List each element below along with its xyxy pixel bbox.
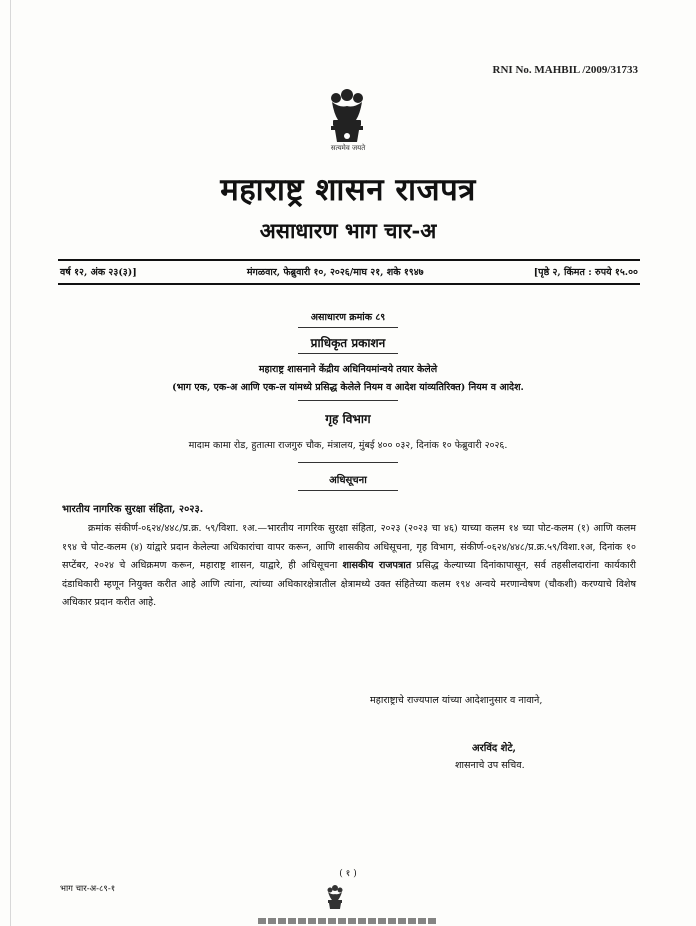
rni-number: RNI No. MAHBIL /2009/31733 [492,64,638,76]
emblem-motto: सत्यमेव जयते [330,144,366,152]
divider-1 [298,327,398,328]
department-address: मादाम कामा रोड, हुतात्मा राजगुरु चौक, मंत्रालय, मुंबई ४०० ०३२, दिनांक १० फेब्रुवारी २०२६. [188,440,508,451]
page-number: ( १ ) [339,869,357,879]
issue-meta-row [60,265,638,278]
notification-body [62,520,636,613]
issue-date: मंगळवार, फेब्रुवारी १०, २०२६/माघ २१, शके १९४७ [246,267,424,278]
notification-heading: अधिसूचना [329,475,367,486]
signatory-name: अरविंद शेटे, [472,743,516,754]
extraordinary-number: असाधारण क्रमांक ८९ [310,312,386,323]
governor-order-line: महाराष्ट्राचे राज्यपाल यांच्या आदेशानुसार व नावाने, [370,695,543,706]
intro-line-1: महाराष्ट्र शासनाने केंद्रीय अधिनियमांन्वये तयार केलेले [258,364,438,375]
authorized-publication: प्राधिकृत प्रकाशन [310,336,386,350]
department-name: गृह विभाग [325,412,371,426]
national-emblem-icon [324,86,370,148]
volume-issue: वर्ष १२, अंक २३(३)] [60,267,137,278]
page-edge [10,0,11,926]
footer-strip [258,918,438,924]
divider-3 [298,400,398,401]
body-text-part2: प्रसिद्ध केल्याच्या दिनांकापासून, सर्व तहसीलदारांना कार्यकारी दंडाधिकारी म्हणून नियुक्त करीत आहे आणि त्यांना, त्यांच्या अधिकारक्षेत्रातील क्षेत्रामध्ये उक्त संहितेच्या कलम १९४ अन्वये मरणान्वेषण (चौकशी) करण्याचे विशेष अधिकार प्रदान करीत आहे. [62,560,636,608]
divider-2 [298,353,398,354]
section-title: भारतीय नागरिक सुरक्षा संहिता, २०२३. [62,504,204,515]
signatory-designation: शासनाचे उप सचिव. [455,760,525,771]
footer-emblem-icon [324,884,346,910]
body-text-bold: शासकीय राजपत्रात [342,560,412,571]
divider-4 [298,462,398,463]
gazette-title: महाराष्ट्र शासन राजपत्र [220,172,476,208]
intro-line-2: (भाग एक, एक-अ आणि एक-ल यांमध्ये प्रसिद्ध केलेले नियम व आदेश यांव्यतिरिक्त) नियम व आदेश. [172,382,524,393]
footer-code: भाग चार-अ-८९-१ [60,884,116,894]
header-rule-top [58,259,640,261]
divider-5 [298,490,398,491]
pages-price: [पृष्ठे २, किंमत : रुपये १५.०० [533,267,638,278]
header-rule-bottom [58,283,640,285]
gazette-subtitle: असाधारण भाग चार-अ [259,218,437,243]
body-text-part1: क्रमांक संकीर्ण-०६२४/४४८/प्र.क्र. ५९/विशा. १अ.—भारतीय नागरिक सुरक्षा संहिता, २०२३ (२०२३ चा ४६) याच्या कलम १४ च्या पोट-कलम (१) आणि कलम १९४ चे पोट-कलम (४) यांद्वारे प्रदान केलेल्या अधिकारांचा वापर करून, आणि शासकीय अधिसूचना, गृह विभाग, संकीर्ण-०६२४/४४८/प्र.क्र.५९/विशा.१अ, दिनांक १० सप्टेंबर, २०२४ चे अधिक्रमण करून, महाराष्ट्र शासन, याद्वारे, ही अधिसूचना [62,523,636,571]
